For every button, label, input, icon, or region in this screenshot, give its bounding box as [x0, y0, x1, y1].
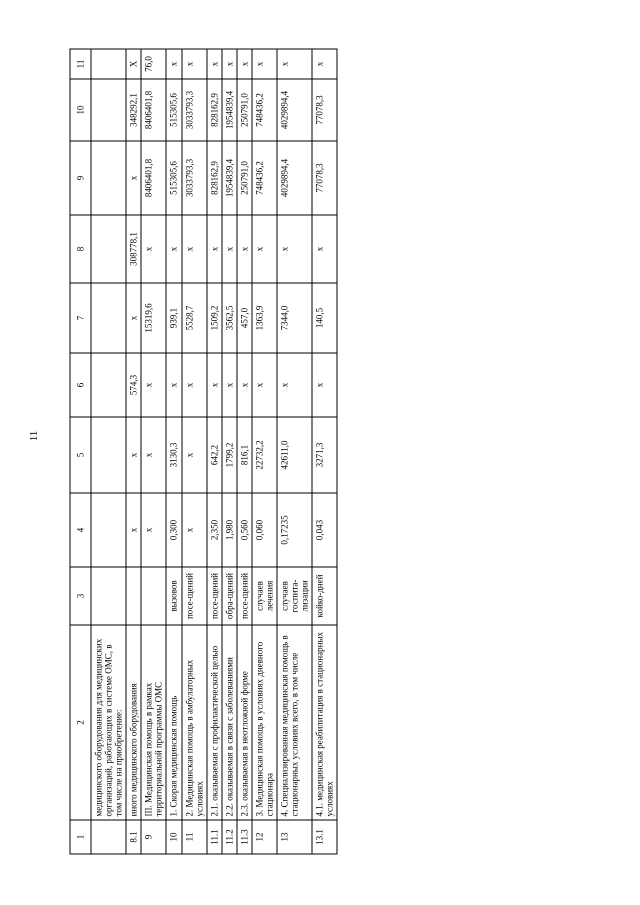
- row-code: 13.1: [312, 820, 337, 854]
- row-value-10: 3033793,3: [181, 79, 206, 141]
- column-number-5: 5: [70, 417, 91, 493]
- row-value-4: 0,300: [166, 493, 181, 567]
- row-title: 2.1. оказываемая с профилактической целью: [206, 625, 221, 820]
- table-row: [166, 49, 181, 854]
- row-value-6: х: [312, 353, 337, 417]
- row-title: 4.1. медицинская реабилитация в стационарных условиях: [312, 625, 337, 820]
- row-title: 4. Специализированная медицинская помощь в стационарных условиях всего, в том числе: [277, 625, 312, 820]
- row-value-8: х: [181, 215, 206, 283]
- row-value-5: 42611,0: [277, 417, 312, 493]
- row-value-6: х: [181, 353, 206, 417]
- row-value-10: 4029894,4: [277, 79, 312, 141]
- row-value-9: 828162,9: [206, 141, 221, 215]
- table-row: [206, 49, 221, 854]
- row-value-7: 1509,2: [206, 283, 221, 353]
- row-value-11: х: [277, 49, 312, 79]
- row-value-7: 457,0: [236, 283, 251, 353]
- row-value-8: 308778,1: [126, 215, 141, 283]
- row-value-11: [91, 49, 126, 79]
- row-code: 8.1: [126, 820, 141, 854]
- row-value-10: 515305,6: [166, 79, 181, 141]
- row-value-10: 748436,2: [251, 79, 276, 141]
- row-value-4: 0,17235: [277, 493, 312, 567]
- row-value-11: х: [312, 49, 337, 79]
- row-unit: [126, 567, 141, 625]
- row-value-9: 8406401,8: [141, 141, 166, 215]
- row-value-4: 0,560: [236, 493, 251, 567]
- row-value-9: 77078,3: [312, 141, 337, 215]
- row-value-11: Х: [126, 49, 141, 79]
- row-value-8: х: [277, 215, 312, 283]
- row-value-5: 22732,2: [251, 417, 276, 493]
- row-value-10: 348292,1: [126, 79, 141, 141]
- table-row: [312, 49, 337, 854]
- row-value-9: 515305,6: [166, 141, 181, 215]
- row-unit: койко-дней: [312, 567, 337, 625]
- column-number-6: 6: [70, 353, 91, 417]
- row-value-4: х: [141, 493, 166, 567]
- row-unit: случаев госпита-лизации: [277, 567, 312, 625]
- row-value-11: х: [221, 49, 236, 79]
- column-number-9: 9: [70, 141, 91, 215]
- row-value-10: 250791,0: [236, 79, 251, 141]
- row-value-6: х: [166, 353, 181, 417]
- row-value-5: 3271,3: [312, 417, 337, 493]
- column-number-1: 1: [70, 820, 91, 854]
- column-number-7: 7: [70, 283, 91, 353]
- row-value-8: [91, 215, 126, 283]
- row-value-5: х: [141, 417, 166, 493]
- row-title: иного медицинского оборудования: [126, 625, 141, 820]
- row-value-10: [91, 79, 126, 141]
- row-code: 13: [277, 820, 312, 854]
- page-number: 11: [28, 430, 40, 442]
- row-code: 12: [251, 820, 276, 854]
- row-value-9: 250791,0: [236, 141, 251, 215]
- row-value-6: х: [221, 353, 236, 417]
- row-value-7: 15319,6: [141, 283, 166, 353]
- row-value-5: 816,1: [236, 417, 251, 493]
- table-header-row: [70, 49, 91, 854]
- row-value-8: х: [141, 215, 166, 283]
- row-value-10: 8406401,8: [141, 79, 166, 141]
- table-row: [141, 49, 166, 854]
- row-code: 9: [141, 820, 166, 854]
- row-code: 11.1: [206, 820, 221, 854]
- column-number-2: 2: [70, 625, 91, 820]
- row-value-4: 1,980: [221, 493, 236, 567]
- row-value-4: 0,043: [312, 493, 337, 567]
- row-value-10: 77078,3: [312, 79, 337, 141]
- row-value-10: 1954839,4: [221, 79, 236, 141]
- row-value-7: 7344,0: [277, 283, 312, 353]
- row-code: 10: [166, 820, 181, 854]
- table-row: [181, 49, 206, 854]
- row-unit: обра-щений: [221, 567, 236, 625]
- row-unit: вызовов: [166, 567, 181, 625]
- column-number-3: 3: [70, 567, 91, 625]
- row-code: 11.2: [221, 820, 236, 854]
- row-title: III. Медицинская помощь в рамках территориальной программы ОМС: [141, 625, 166, 820]
- column-number-10: 10: [70, 79, 91, 141]
- row-value-7: 140,5: [312, 283, 337, 353]
- row-unit: [141, 567, 166, 625]
- table-row: [126, 49, 141, 854]
- row-value-5: [91, 417, 126, 493]
- table-row: [277, 49, 312, 854]
- row-value-7: 5528,7: [181, 283, 206, 353]
- row-value-5: 3130,3: [166, 417, 181, 493]
- row-value-9: 4029894,4: [277, 141, 312, 215]
- row-unit: посе-щений: [236, 567, 251, 625]
- row-value-8: х: [206, 215, 221, 283]
- row-value-5: х: [126, 417, 141, 493]
- column-number-8: 8: [70, 215, 91, 283]
- row-value-7: [91, 283, 126, 353]
- row-value-10: 828162,9: [206, 79, 221, 141]
- row-value-7: 3562,5: [221, 283, 236, 353]
- rotated-table-container: [69, 50, 571, 855]
- row-value-11: х: [206, 49, 221, 79]
- row-value-7: х: [126, 283, 141, 353]
- row-unit: посе-щений: [206, 567, 221, 625]
- row-code: 11.3: [236, 820, 251, 854]
- row-value-7: 1363,9: [251, 283, 276, 353]
- row-title: 1. Скорая медицинская помощь: [166, 625, 181, 820]
- row-value-8: х: [312, 215, 337, 283]
- row-value-4: [91, 493, 126, 567]
- table-row: [91, 49, 126, 854]
- table-row: [251, 49, 276, 854]
- row-value-6: х: [251, 353, 276, 417]
- row-value-5: 1799,2: [221, 417, 236, 493]
- row-value-9: 1954839,4: [221, 141, 236, 215]
- row-unit: [91, 567, 126, 625]
- row-title: медицинского оборудования для медицинских организаций, работающих в системе ОМС, в том числе на приобретение:: [91, 625, 126, 820]
- row-value-9: [91, 141, 126, 215]
- row-unit: посе-щений: [181, 567, 206, 625]
- row-value-6: х: [236, 353, 251, 417]
- row-value-11: х: [166, 49, 181, 79]
- row-title: 2.3. оказываемая в неотложной форме: [236, 625, 251, 820]
- row-code: [91, 820, 126, 854]
- row-value-9: 748436,2: [251, 141, 276, 215]
- row-value-4: х: [126, 493, 141, 567]
- column-number-4: 4: [70, 493, 91, 567]
- row-value-4: 0,060: [251, 493, 276, 567]
- row-value-11: х: [236, 49, 251, 79]
- row-unit: случаев лечения: [251, 567, 276, 625]
- row-value-5: 642,2: [206, 417, 221, 493]
- data-table: [69, 49, 337, 855]
- column-number-11: 11: [70, 49, 91, 79]
- row-value-8: х: [166, 215, 181, 283]
- row-value-9: 3033793,3: [181, 141, 206, 215]
- row-code: 11: [181, 820, 206, 854]
- row-value-7: 939,1: [166, 283, 181, 353]
- row-value-8: х: [251, 215, 276, 283]
- row-value-8: х: [236, 215, 251, 283]
- row-title: 3. Медицинская помощь в условиях дневного стационара: [251, 625, 276, 820]
- row-value-5: х: [181, 417, 206, 493]
- row-value-11: х: [181, 49, 206, 79]
- row-value-6: 574,3: [126, 353, 141, 417]
- row-value-6: х: [141, 353, 166, 417]
- table-row: [221, 49, 236, 854]
- row-value-4: х: [181, 493, 206, 567]
- row-title: 2.2. оказываемая в связи с заболеваниями: [221, 625, 236, 820]
- table-row: [236, 49, 251, 854]
- row-value-11: х: [251, 49, 276, 79]
- row-value-8: х: [221, 215, 236, 283]
- row-value-4: 2,350: [206, 493, 221, 567]
- row-value-6: [91, 353, 126, 417]
- row-value-11: 76,0: [141, 49, 166, 79]
- row-value-6: х: [277, 353, 312, 417]
- row-title: 2. Медицинская помощь в амбулаторных условиях: [181, 625, 206, 820]
- row-value-9: х: [126, 141, 141, 215]
- row-value-6: х: [206, 353, 221, 417]
